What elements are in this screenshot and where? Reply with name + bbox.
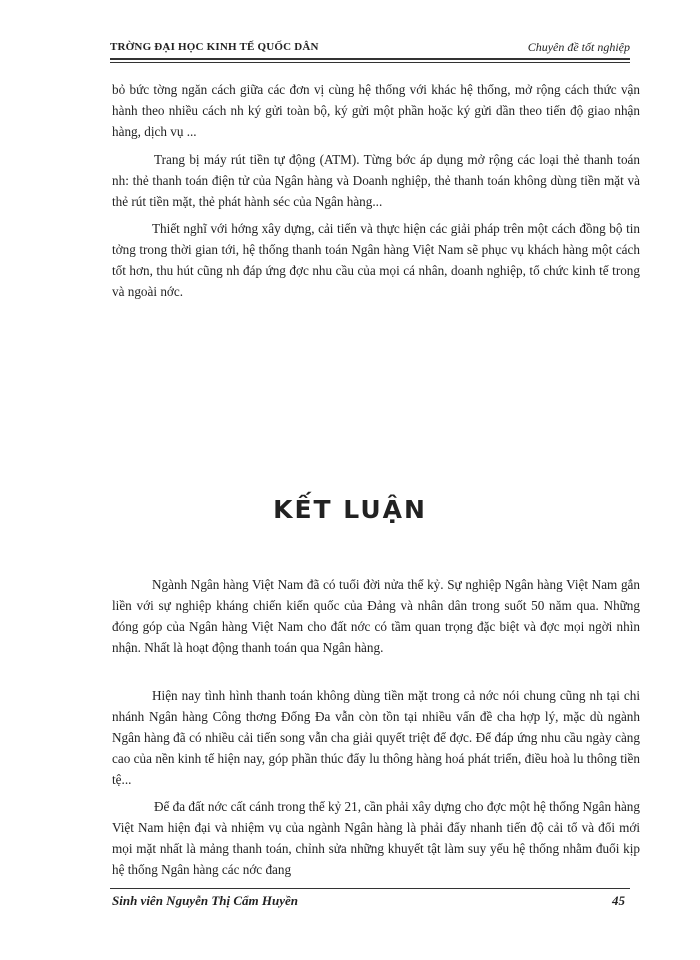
paragraph-1: bỏ bức tờng ngăn cách giữa các đơn vị cùng hệ thống với khác hệ thống, mở rộng cách thức vận hành theo nhiều cách nh ký gửi toàn bộ, ký gửi một phần hoặc ký gửi dần theo tiến độ giao nhận hàng, dịch vụ ... bbox=[112, 82, 640, 139]
paragraph-3: Thiết nghĩ với hớng xây dựng, cải tiến và thực hiện các giải pháp trên một cách đồng bộ tin tởng trong thời gian tới, hệ thống thanh toán Ngân hàng Việt Nam sẽ phục vụ khách hàng một cách tốt hơn, thu hút cũng nh đáp ứng đợc nhu cầu của mọi cá nhân, doanh nghiệp, tổ chức kinh tế trong và ngoài nớc. bbox=[112, 221, 640, 299]
university-name: TRỜNG ĐẠI HỌC KINH TẾ QUỐC DÂN bbox=[110, 41, 319, 53]
conclusion-paragraph-1: Ngành Ngân hàng Việt Nam đã có tuổi đời nửa thế kỷ. Sự nghiệp Ngân hàng Việt Nam gắn liền với sự nghiệp kháng chiến kiến quốc của Đảng và nhân dân trong suốt 50 năm qua. Những đóng góp của Ngân hàng Việt Nam cho đất nớc có tầm quan trọng đặc biệt và đợc mọi ngời nhìn nhận. Nhất là hoạt động thanh toán qua Ngân hàng. bbox=[112, 577, 640, 655]
conclusion-paragraph-2: Hiện nay tình hình thanh toán không dùng tiền mặt trong cả nớc nói chung cũng nh tại chi nhánh Ngân hàng Công thơng Đống Đa vẫn còn tồn tại nhiều vấn đề cha hợp lý, mặc dù ngành Ngân hàng đã có nhiều cải tiến song vẫn cha giải quyết triệt để đợc. Để đáp ứng nhu cầu ngày càng cao của nền kinh tế hiện nay, góp phần thúc đẩy lu thông hàng hoá phát triển, điều hoà lu thông tiền tệ... bbox=[112, 688, 640, 787]
student-name: Sinh viên Nguyễn Thị Cẩm Huyền bbox=[112, 893, 298, 908]
footer-rule bbox=[110, 888, 630, 889]
header-rule-thin bbox=[110, 62, 630, 63]
page-header bbox=[110, 38, 630, 58]
paragraph-2: Trang bị máy rút tiền tự động (ATM). Từng bớc áp dụng mở rộng các loại thẻ thanh toán nh: thẻ thanh toán điện tử của Ngân hàng và Doanh nghiệp, thẻ thanh toán không dùng tiền mặt và thẻ rút tiền mặt, thẻ phát hành séc của Ngân hàng... bbox=[112, 152, 640, 209]
conclusion-paragraph-3: Để đa đất nớc cất cánh trong thế kỷ 21, cần phải xây dựng cho đợc một hệ thống Ngân hàng Việt Nam hiện đại và nhiệm vụ của ngành Ngân hàng là phải đẩy nhanh tiến độ cải tổ và đổi mới mọi mặt nhất là mảng thanh toán, chỉnh sửa những khuyết tật làm suy yếu hệ thống nhằm đuổi kịp hệ thống Ngân hàng các nớc đang bbox=[112, 799, 640, 877]
page-number: 45 bbox=[612, 893, 625, 908]
document-type: Chuyên đề tốt nghiệp bbox=[527, 40, 630, 54]
header-rule-thick bbox=[110, 58, 630, 60]
section-title: KẾT LUẬN bbox=[273, 495, 427, 524]
